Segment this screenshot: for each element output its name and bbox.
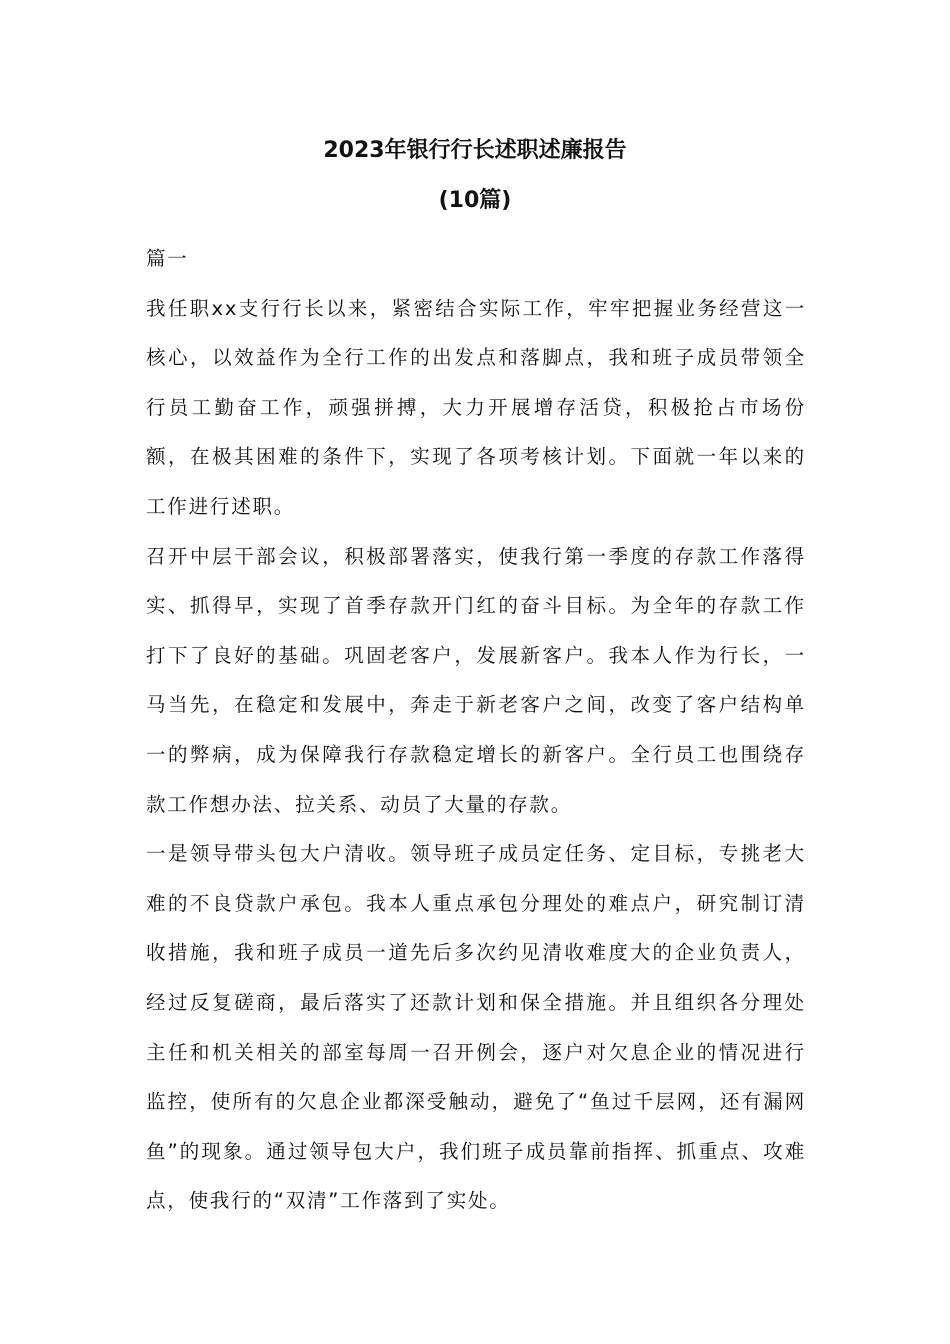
paragraph-1: 我任职xx支行行长以来，紧密结合实际工作，牢牢把握业务经营这一核心，以效益作为全行工作的出发点和落脚点，我和班子成员带领全行员工勤奋工作，顽强拼搏，大力开展增存活贷，积极抢占市场份额，在极其困难的条件下，实现了各项考核计划。下面就一年以来的工作进行述职。 — [146, 296, 806, 518]
paragraph-3: 一是领导带头包大户清收。领导班子成员定任务、定目标，专挑老大难的不良贷款户承包。我本人重点承包分理处的难点户，研究制订清收措施，我和班子成员一道先后多次约见清收难度大的企业负责人，经过反复磋商，最后落实了还款计划和保全措施。并且组织各分理处主任和机关相关的部室每周一召开例会，逐户对欠息企业的情况进行监控，使所有的欠息企业都深受触动，避免了“鱼过千层网，还有漏网鱼”的现象。通过领导包大户，我们班子成员靠前指挥、抓重点、攻难点，使我行的“双清”工作落到了实处。 — [146, 842, 806, 1213]
document-body — [146, 234, 806, 1226]
paragraph-2: 召开中层干部会议，积极部署落实，使我行第一季度的存款工作落得实、抓得早，实现了首季存款开门红的奋斗目标。为全年的存款工作打下了良好的基础。巩固老客户，发展新客户。我本人作为行长，一马当先，在稳定和发展中，奔走于新老客户之间，改变了客户结构单一的弊病，成为保障我行存款稳定增长的新客户。全行员工也围绕存款工作想办法、拉关系、动员了大量的存款。 — [146, 544, 806, 816]
document-title: 2023年银行行长述职述廉报告 — [323, 138, 627, 163]
document-subtitle: (10篇) — [438, 188, 512, 213]
section-heading: 篇一 — [146, 247, 189, 270]
